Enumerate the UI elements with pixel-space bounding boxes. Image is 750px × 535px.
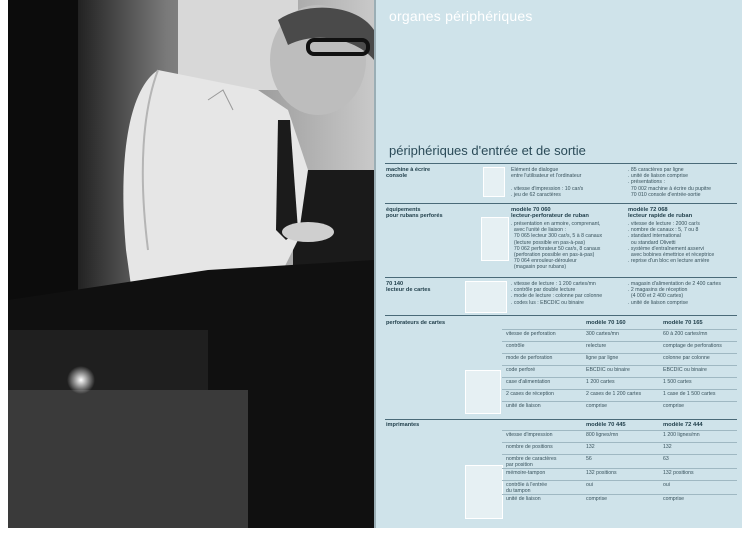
perf-col-a: modèle 70 160 — [586, 320, 626, 326]
typewriter-icon — [483, 167, 505, 197]
divider — [385, 419, 737, 420]
row-value: 1 200 cartes — [586, 379, 615, 385]
ruban-model-a: modèle 70 060 lecteur-perforateur de ruban — [511, 207, 589, 220]
machine-label: machine à écrire console — [386, 167, 431, 180]
row-value: 800 lignes/mn — [586, 432, 619, 438]
row-value: ligne par ligne — [586, 355, 619, 361]
row-label: case d'alimentation — [506, 379, 551, 385]
table-row-divider — [502, 389, 737, 390]
row-label: code perforé — [506, 367, 536, 373]
row-label: mémoire-tampon — [506, 470, 546, 476]
row-label: unité de liaison — [506, 496, 541, 502]
row-value: 300 cartes/mn — [586, 331, 619, 337]
row-label: contrôle — [506, 343, 525, 349]
ruban-text-b: . vitesse de lecture : 2000 car/s . nombre de canaux : 5, 7 ou 8 . standard international ou standard Olivetti . système d'entraînement asservi avec bobines émettrice et réceptrice . reprise d'un bloc en lecture arrière — [628, 221, 715, 265]
divider — [385, 163, 737, 164]
row-value: EBCDIC ou binaire — [663, 367, 707, 373]
row-value: 132 positions — [586, 470, 617, 476]
row-label: mode de perforation — [506, 355, 553, 361]
table-row-divider — [502, 442, 737, 443]
table-row-divider — [502, 401, 737, 402]
table-row-divider — [502, 454, 737, 455]
table-row-divider — [502, 353, 737, 354]
ruban-model-b: modèle 72 068 lecteur rapide de ruban — [628, 207, 693, 220]
machine-specs: . 85 caractères par ligne . unité de liaison comprise . présentations : 70 002 machine à écrire du pupitre 70 010 console d'entrée-sortie — [628, 167, 712, 198]
row-label: contrôle à l'entrée du tampon — [506, 482, 548, 494]
impr-col-a: modèle 70 445 — [586, 422, 626, 428]
imprimantes-label: imprimantes — [386, 422, 420, 428]
table-row-divider — [502, 341, 737, 342]
row-label: vitesse de perforation — [506, 331, 556, 337]
row-value: EBCDIC ou binaire — [586, 367, 630, 373]
row-value: 63 — [663, 456, 669, 462]
row-value: 1 200 lignes/mn — [663, 432, 700, 438]
row-value: 1 500 cartes — [663, 379, 692, 385]
row-value: comprise — [663, 496, 685, 502]
row-value: 132 — [586, 444, 595, 450]
row-value: 2 cases de 1 200 cartes — [586, 391, 642, 397]
row-label: nombre de caractères par position — [506, 456, 557, 468]
row-value: comprise — [663, 403, 685, 409]
row-value: 132 positions — [663, 470, 694, 476]
lecteur-label: 70 140 lecteur de cartes — [386, 281, 431, 294]
row-value: comprise — [586, 403, 608, 409]
tape-reader-icon — [481, 217, 509, 261]
table-row-divider — [502, 329, 737, 330]
divider — [385, 277, 737, 278]
table-row-divider — [502, 480, 737, 481]
page-title: organes périphériques — [389, 8, 533, 24]
row-value: oui — [663, 482, 670, 488]
man-at-computer-photo — [8, 0, 374, 528]
table-row-divider — [502, 377, 737, 378]
ruban-label: équipements pour rubans perforés — [386, 207, 443, 220]
machine-desc: Elément de dialogue entre l'utilisateur et l'ordinateur . vitesse d'impression : 10 car/s . jeu de 62 caractères — [511, 167, 584, 198]
lecteur-text-a: . vitesse de lecture : 1 200 cartes/mn . contrôle par double lecture . mode de lecture : colonne par colonne . codes lus : EBCDIC ou binaire — [511, 281, 603, 306]
row-value: comprise — [586, 496, 608, 502]
lecteur-text-b: . magasin d'alimentation de 2 400 cartes . 2 magasins de réception (4 000 et 2 400 cartes) . unité de liaison comprise — [628, 281, 721, 306]
row-value: 60 à 200 cartes/mn — [663, 331, 708, 337]
card-punch-icon — [465, 370, 501, 414]
specs-page — [376, 0, 742, 528]
row-value: 132 — [663, 444, 672, 450]
divider — [385, 315, 737, 316]
row-value: 1 case de 1 500 cartes — [663, 391, 716, 397]
section-subtitle: périphériques d'entrée et de sortie — [389, 143, 586, 158]
row-value: comptage de perforations — [663, 343, 722, 349]
card-reader-icon — [465, 281, 507, 313]
row-label: vitesse d'impression — [506, 432, 553, 438]
row-label: unité de liaison — [506, 403, 541, 409]
row-label: nombre de positions — [506, 444, 553, 450]
table-row-divider — [502, 494, 737, 495]
impr-col-b: modèle 72 444 — [663, 422, 703, 428]
row-value: 56 — [586, 456, 592, 462]
table-row-divider — [502, 468, 737, 469]
perf-col-b: modèle 70 165 — [663, 320, 703, 326]
perforateurs-label: perforateurs de cartes — [386, 320, 446, 326]
table-row-divider — [502, 365, 737, 366]
row-value: oui — [586, 482, 593, 488]
row-value: relecture — [586, 343, 607, 349]
table-row-divider — [502, 430, 737, 431]
ruban-text-a: . présentation en armoire, comprenant, avec l'unité de liaison : 70 065 lecteur 300 car/s, 5 à 8 canaux (lecture possible en pas-à-pas) 70 062 perforateur 50 car/s, 8 canaux (perforation possible en pas-à-pas) 70 064 enrouleur-dérouleur (magasin pour rubans) — [511, 221, 603, 271]
row-value: colonne par colonne — [663, 355, 710, 361]
divider — [385, 203, 737, 204]
photo-page — [8, 0, 374, 528]
row-label: 2 cases de réception — [506, 391, 554, 397]
printer-icon — [465, 465, 503, 519]
brochure-spread — [8, 0, 742, 528]
